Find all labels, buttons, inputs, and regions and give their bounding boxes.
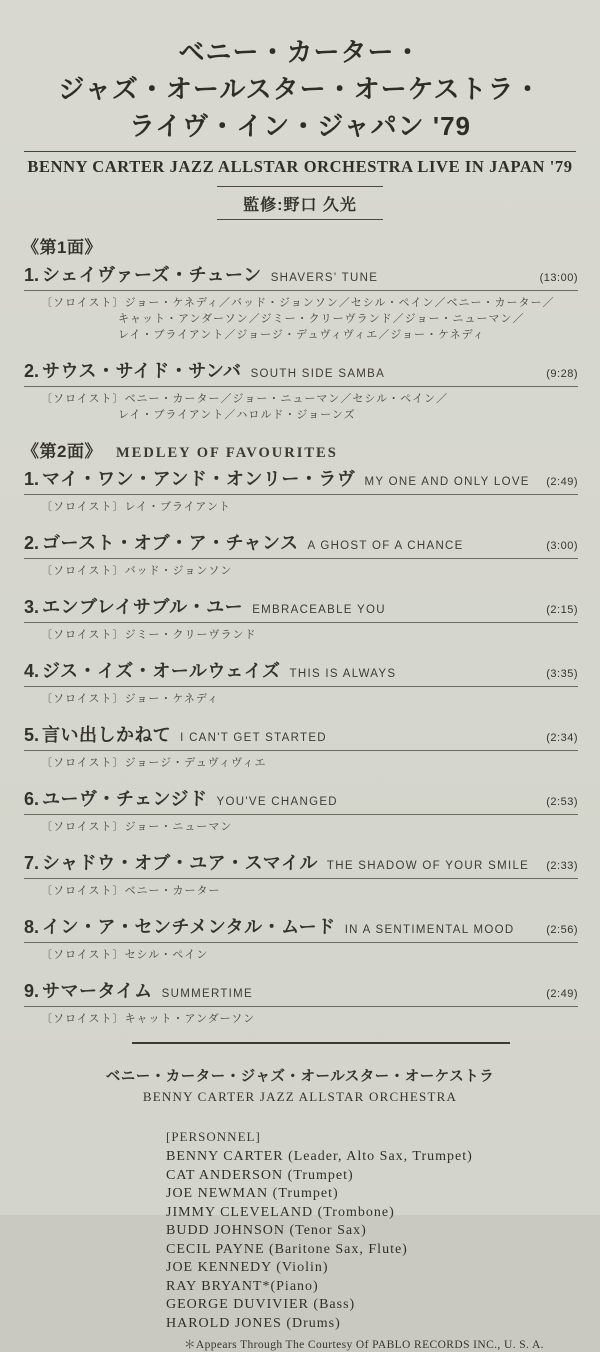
track-row (22, 465, 578, 515)
track-number: 9. (24, 981, 40, 1001)
track-title-line (24, 785, 578, 815)
soloist-label: 〔ソロイスト〕 (41, 1013, 125, 1025)
personnel-item: JIMMY CLEVELAND (Trombone) (166, 1204, 395, 1220)
soloist-names: ジョー・ケネディ／バッド・ジョンソン／セシル・ペイン／ベニー・カーター／ (124, 297, 555, 309)
soloist-credits (41, 947, 578, 963)
soloist-line (41, 819, 578, 835)
track-title-english: IN A SENTIMENTAL MOOD (344, 924, 515, 936)
soloist-line (41, 499, 578, 515)
track-title-line (24, 849, 578, 879)
soloist-credits (41, 691, 578, 707)
track-title-line (24, 465, 578, 495)
personnel-item: RAY BRYANT*(Piano) (166, 1278, 319, 1294)
soloist-names: セシル・ペイン (124, 949, 209, 961)
track-title-line (24, 721, 578, 751)
track-title-english: A GHOST OF A CHANCE (307, 540, 464, 552)
orchestra-name-japanese: ベニー・カーター・ジャズ・オールスター・オーケストラ (105, 1069, 495, 1085)
soloist-label: 〔ソロイスト〕 (41, 693, 125, 705)
track-row (22, 721, 578, 771)
soloist-names: ジョー・ニューマン (124, 821, 233, 833)
track-title-line (24, 657, 578, 687)
personnel-item: BENNY CARTER (Leader, Alto Sax, Trumpet) (166, 1149, 473, 1164)
soloist-credits (41, 499, 578, 515)
personnel-item: GEORGE DUVIVIER (Bass) (166, 1297, 356, 1312)
track-number: 8. (24, 917, 40, 937)
track-title-japanese: エンブレイサブル・ユー (42, 597, 244, 617)
soloist-names: ジョー・ケネディ (124, 693, 220, 705)
track-duration: (2:34) (546, 732, 578, 744)
soloist-label: 〔ソロイスト〕 (41, 297, 125, 309)
track-row (22, 261, 578, 343)
track-title-japanese: サウス・サイド・サンバ (42, 361, 242, 381)
personnel-list (166, 1148, 578, 1333)
track-title-japanese: ユーヴ・チェンジド (42, 789, 208, 809)
track-row (22, 977, 578, 1027)
personnel-item: HAROLD JONES (Drums) (166, 1315, 341, 1331)
track-title-english: MY ONE AND ONLY LOVE (364, 476, 530, 488)
side-heading-row (22, 233, 578, 258)
track-row (22, 529, 578, 579)
track-title-japanese: マイ・ワン・アンド・オンリー・ラヴ (42, 469, 356, 489)
soloist-label: 〔ソロイスト〕 (41, 949, 125, 961)
personnel-item: JOE KENNEDY (Violin) (166, 1260, 329, 1275)
track-number: 6. (24, 789, 40, 809)
soloist-names: ベニー・カーター (124, 885, 221, 897)
soloist-label: 〔ソロイスト〕 (41, 393, 125, 405)
track-duration: (13:00) (539, 272, 578, 284)
soloist-line (41, 295, 578, 311)
soloist-names: キャット・アンダーソン／ジミー・クリーヴランド／ジョー・ニューマン／ (118, 313, 525, 325)
track-number: 4. (24, 661, 40, 681)
track-duration: (2:56) (546, 924, 578, 936)
side-heading: 《第2面》 (22, 442, 102, 461)
track-title-japanese: 言い出しかねて (42, 725, 172, 745)
personnel-item: BUDD JOHNSON (Tenor Sax) (166, 1223, 367, 1238)
track-title-japanese: サマータイム (42, 981, 153, 1001)
header-divider (24, 151, 576, 152)
track-title-english: SUMMERTIME (161, 988, 254, 1000)
track-row (22, 849, 578, 899)
track-number: 5. (24, 725, 40, 745)
soloist-label: 〔ソロイスト〕 (41, 629, 125, 641)
soloist-names: バッド・ジョンソン (124, 565, 233, 577)
soloist-label: 〔ソロイスト〕 (41, 565, 125, 577)
track-row (22, 785, 578, 835)
personnel-section (166, 1129, 578, 1333)
soloist-line (41, 327, 578, 343)
track-duration: (2:49) (546, 476, 578, 488)
soloist-line (41, 947, 578, 963)
soloist-names: キャット・アンダーソン (124, 1013, 256, 1025)
page-title-english: BENNY CARTER JAZZ ALLSTAR ORCHESTRA LIVE IN JAPAN '79 (27, 157, 573, 176)
track-number: 7. (24, 853, 40, 873)
track-title-japanese: ゴースト・オブ・ア・チャンス (42, 533, 299, 553)
track-row (22, 357, 578, 423)
soloist-names: レイ・ブライアント／ハロルド・ジョーンズ (118, 409, 356, 421)
soloist-line (41, 1011, 578, 1027)
track-duration: (2:49) (546, 988, 578, 1000)
track-row (22, 593, 578, 643)
track-title-line (24, 261, 578, 291)
track-title-english: THIS IS ALWAYS (289, 668, 397, 680)
track-title-line (24, 593, 578, 623)
soloist-line (41, 407, 578, 423)
track-title-line (24, 977, 578, 1007)
track-title-english: EMBRACEABLE YOU (252, 604, 386, 616)
track-title-line (24, 357, 578, 387)
soloist-names: レイ・ブライアント (124, 501, 231, 513)
track-number: 1. (24, 469, 40, 489)
soloist-line (41, 563, 578, 579)
footer-divider (132, 1042, 510, 1044)
soloist-label: 〔ソロイスト〕 (41, 501, 125, 513)
side-heading-row (22, 437, 578, 462)
track-title-english: SOUTH SIDE SAMBA (250, 368, 386, 380)
supervisor-credit: 監修:野口 久光 (217, 186, 383, 220)
track-title-english: SHAVERS' TUNE (270, 272, 379, 284)
orchestra-name-english: BENNY CARTER JAZZ ALLSTAR ORCHESTRA (142, 1089, 458, 1104)
track-title-japanese: イン・ア・センチメンタル・ムード (42, 917, 336, 937)
track-number: 2. (24, 361, 40, 381)
soloist-line (41, 883, 578, 899)
track-duration: (2:15) (546, 604, 578, 616)
track-row (22, 913, 578, 963)
track-title-japanese: シェイヴァーズ・チューン (42, 265, 262, 285)
soloist-label: 〔ソロイスト〕 (41, 821, 125, 833)
track-title-japanese: ジス・イズ・オールウェイズ (42, 661, 281, 681)
track-row (22, 657, 578, 707)
track-number: 1. (24, 265, 40, 285)
track-number: 2. (24, 533, 40, 553)
soloist-line (41, 691, 578, 707)
track-title-english: THE SHADOW OF YOUR SMILE (326, 860, 530, 872)
soloist-label: 〔ソロイスト〕 (41, 757, 125, 769)
soloist-credits (41, 563, 578, 579)
soloist-line (41, 311, 578, 327)
track-title-line (24, 913, 578, 943)
personnel-item: JOE NEWMAN (Trumpet) (166, 1186, 339, 1201)
soloist-credits (41, 883, 578, 899)
track-duration: (2:33) (546, 860, 578, 872)
soloist-credits (41, 1011, 578, 1027)
soloist-credits (41, 295, 578, 343)
personnel-item: CECIL PAYNE (Baritone Sax, Flute) (166, 1241, 408, 1257)
soloist-line (41, 755, 578, 771)
track-number: 3. (24, 597, 40, 617)
soloist-names: レイ・ブライアント／ジョージ・デュヴィヴィエ／ジョー・ケネディ (118, 329, 485, 341)
track-duration: (3:35) (546, 668, 578, 680)
soloist-credits (41, 819, 578, 835)
side-heading: 《第1面》 (22, 238, 102, 257)
personnel-heading: [PERSONNEL] (166, 1129, 261, 1144)
track-duration: (3:00) (546, 540, 578, 552)
track-title-english: I CAN'T GET STARTED (180, 732, 327, 744)
personnel-item: CAT ANDERSON (Trumpet) (166, 1167, 354, 1183)
soloist-credits (41, 755, 578, 771)
soloist-line (41, 391, 578, 407)
soloist-credits (41, 627, 578, 643)
soloist-names: ジミー・クリーヴランド (124, 629, 257, 641)
title-line-japanese: ジャズ・オールスター・オーケストラ・ (58, 74, 542, 104)
soloist-label: 〔ソロイスト〕 (41, 885, 125, 897)
track-title-line (24, 529, 578, 559)
footnote: ＊Appears Through The Courtesy Of PABLO RECORDS INC., U. S. A. (184, 1339, 544, 1351)
soloist-names: ベニー・カーター／ジョー・ニューマン／セシル・ペイン／ (124, 393, 449, 405)
title-line-japanese: ライヴ・イン・ジャパン '79 (128, 111, 472, 141)
side-subtitle: MEDLEY OF FAVOURITES (115, 445, 338, 461)
track-title-english: YOU'VE CHANGED (216, 796, 338, 808)
page-title-japanese (22, 34, 578, 145)
title-line-japanese: ベニー・カーター・ (178, 37, 422, 67)
soloist-line (41, 627, 578, 643)
track-duration: (2:53) (546, 796, 578, 808)
tracklist (22, 233, 578, 1027)
soloist-names: ジョージ・デュヴィヴィエ (124, 757, 267, 769)
track-duration: (9:28) (546, 368, 578, 380)
soloist-credits (41, 391, 578, 423)
track-title-japanese: シャドウ・オブ・ユア・スマイル (42, 853, 318, 873)
